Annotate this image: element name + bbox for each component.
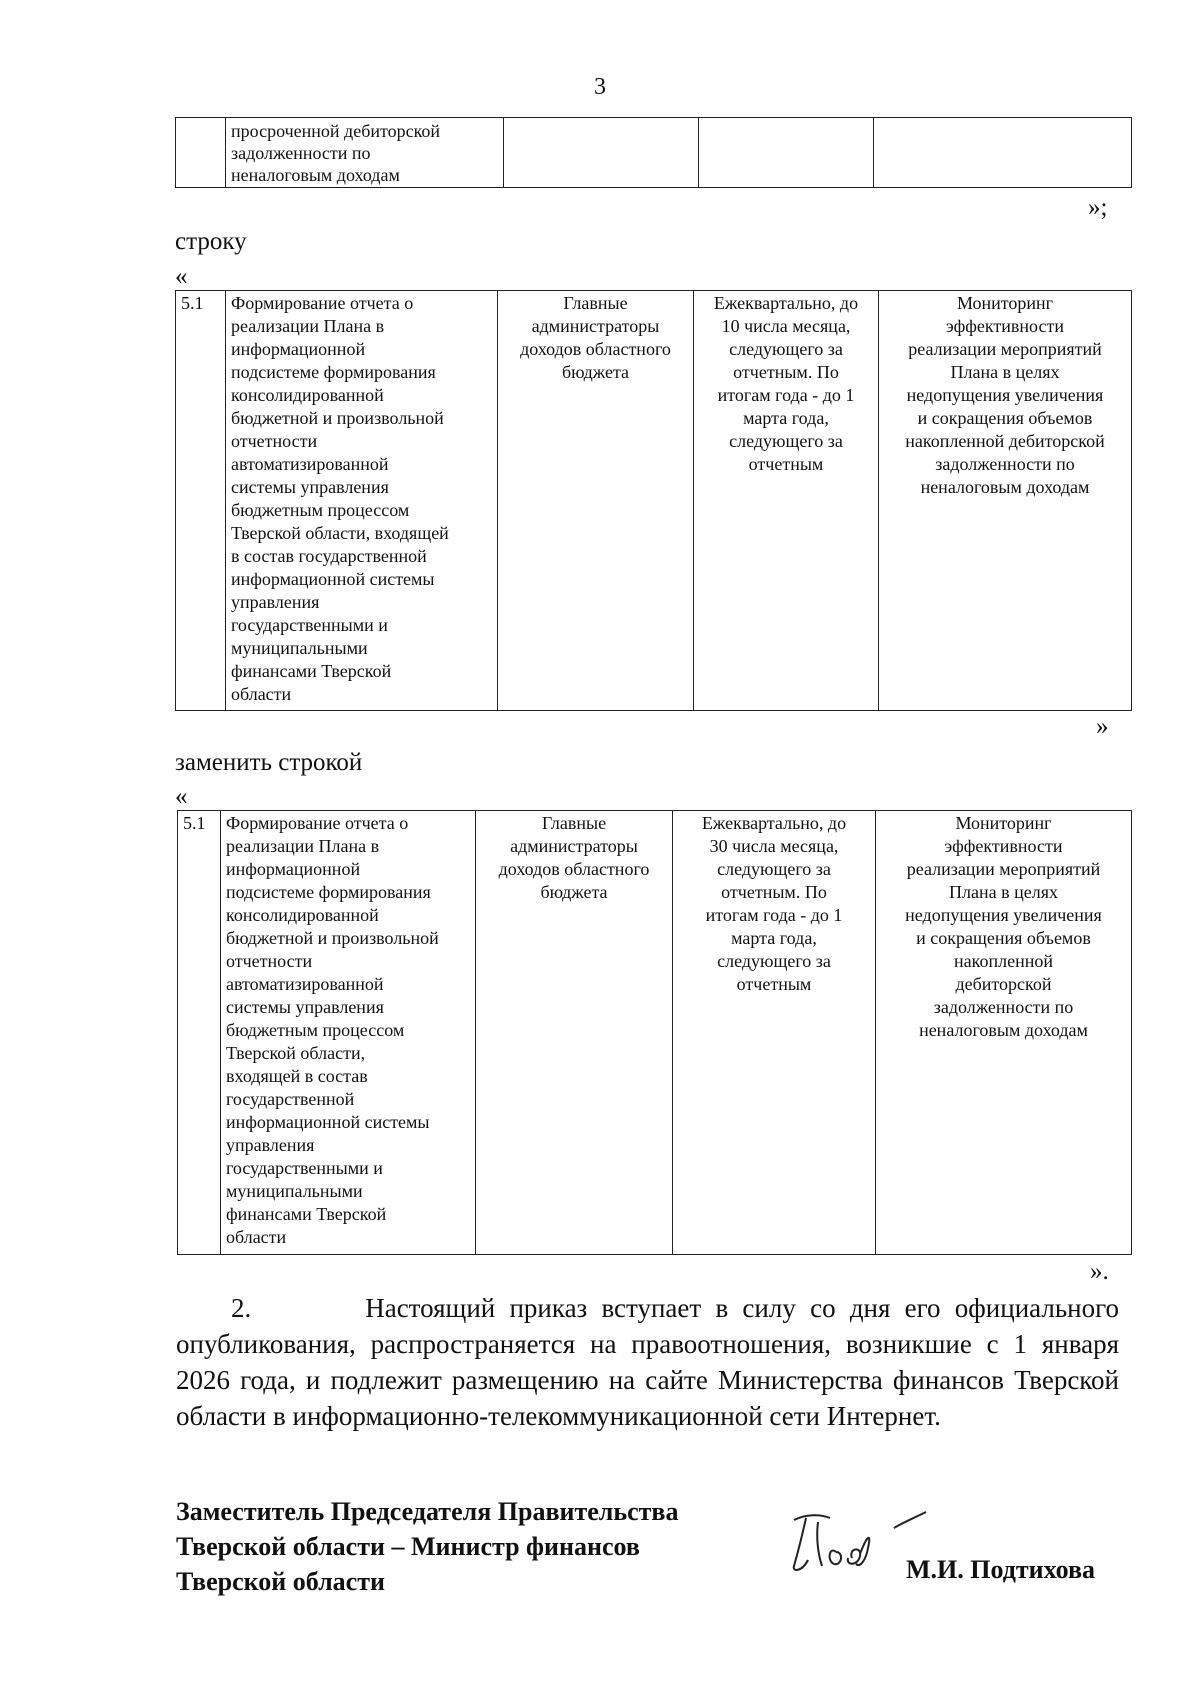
row-responsible: Главные администраторы доходов областного бюджета <box>476 811 673 1255</box>
closing-quote: » <box>1096 713 1109 740</box>
row-result: Мониторинг эффективности реализации мероприятий Плана в целях недопущения увеличения и сокращения объемов накопленной дебиторской задолженности по неналоговым доходам <box>876 811 1132 1255</box>
opening-quote: « <box>175 263 188 290</box>
table-cell <box>504 118 699 188</box>
opening-quote: « <box>175 783 188 810</box>
table-cell: просроченной дебиторской задолженности по неналоговым доходам <box>226 118 504 188</box>
label-old-row: строку <box>175 228 247 255</box>
row-deadline: Ежеквартально, до 10 числа месяца, следующего за отчетным. По итогам года - до 1 марта года, следующего за отчетным <box>694 291 879 711</box>
row-deadline: Ежеквартально, до 30 числа месяца, следующего за отчетным. По итогам года - до 1 марта года, следующего за отчетным <box>673 811 876 1255</box>
table-old-row <box>175 290 1132 711</box>
table-cell <box>874 118 1132 188</box>
row-number: 5.1 <box>178 811 221 1255</box>
table-cell <box>699 118 874 188</box>
label-new-row: заменить строкой <box>175 749 363 776</box>
row-number: 5.1 <box>176 291 226 711</box>
table-row <box>178 811 1132 1255</box>
signatory-name: М.И. Подтихова <box>906 1555 1096 1584</box>
row-action: Формирование отчета о реализации Плана в информационной подсистеме формирования консолидированной бюджетной и произвольной отчетности автоматизированной системы управления бюджетным процессом Тверской области, входящей в состав государственной информационной системы управления государственными и муниципальными финансами Тверской области <box>221 811 476 1255</box>
table-row <box>176 118 1132 188</box>
row-result: Мониторинг эффективности реализации мероприятий Плана в целях недопущения увеличения и сокращения объемов накопленной дебиторской задолженности по неналоговым доходам <box>879 291 1132 711</box>
row-action: Формирование отчета о реализации Плана в информационной подсистеме формирования консолидированной бюджетной и произвольной отчетности автоматизированной системы управления бюджетным процессом Тверской области, входящей в состав государственной информационной системы управления государственными и муниципальными финансами Тверской области <box>226 291 498 711</box>
paragraph-2: 2. Настоящий приказ вступает в силу со дня его официального опубликования, распространяется на правоотношения, возникшие с 1 января 2026 года, и подлежит размещению на сайте Министерства финансов Тверской области в информационно-телекоммуникационной сети Интернет. <box>176 1293 1126 1431</box>
table-row <box>176 291 1132 711</box>
signatory-title: Заместитель Председателя Правительства Тверской области – Министр финансов Тверской области <box>176 1497 679 1596</box>
table-new-row <box>177 810 1132 1255</box>
table-cell <box>176 118 226 188</box>
row-responsible: Главные администраторы доходов областного бюджета <box>498 291 694 711</box>
closing-quote: ». <box>1090 1258 1109 1285</box>
page-number: 3 <box>594 74 606 100</box>
table-top-fragment <box>175 117 1132 188</box>
closing-quote: »; <box>1088 194 1108 221</box>
